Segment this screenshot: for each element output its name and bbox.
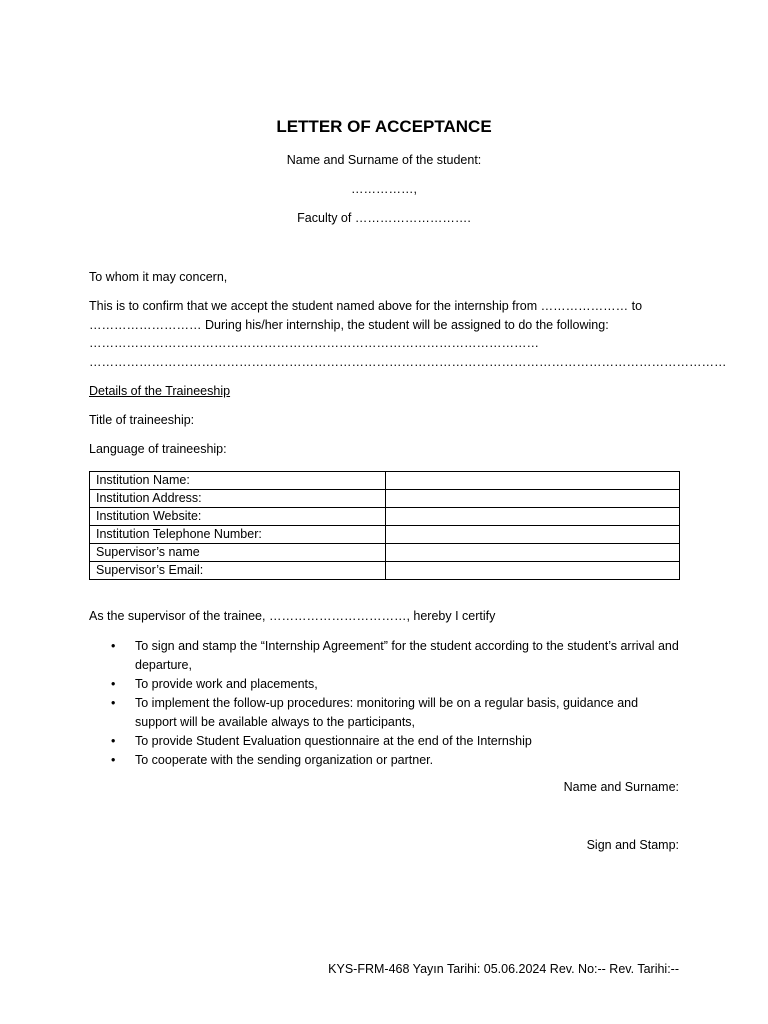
sign-stamp-label: Sign and Stamp: <box>586 838 679 852</box>
institution-website-label: Institution Website: <box>90 508 386 526</box>
obligations-list <box>89 637 680 770</box>
institution-address-value[interactable] <box>386 490 680 508</box>
institution-name-label: Institution Name: <box>90 472 386 490</box>
confirm-line-1: This is to confirm that we accept the student named above for the internship from ………………… to <box>89 299 643 313</box>
dots-line-1: ……………………………………………………………………………………………… <box>89 336 539 350</box>
name-surname-label: Name and Surname: <box>563 780 679 794</box>
institution-phone-value[interactable] <box>386 526 680 544</box>
supervisor-name-label: Supervisor’s name <box>90 544 386 562</box>
list-item: • To implement the follow-up procedures: monitoring will be on a regular basis, guidance and support will be available always to the participants, <box>89 694 680 732</box>
list-item: • To provide Student Evaluation questionnaire at the end of the Internship <box>89 732 680 751</box>
confirm-line-2: ……………………… During his/her internship, the student will be assigned to do the following: <box>89 318 609 332</box>
traineeship-title-label: Title of traineeship: <box>89 413 195 427</box>
institution-name-value[interactable] <box>386 472 680 490</box>
list-item: • To provide work and placements, <box>89 675 680 694</box>
table-row <box>90 508 680 526</box>
institution-address-label: Institution Address: <box>90 490 386 508</box>
table-row <box>90 562 680 580</box>
table-row <box>90 544 680 562</box>
supervisor-name-value[interactable] <box>386 544 680 562</box>
document-title: LETTER OF ACCEPTANCE <box>276 117 492 136</box>
list-item: • To sign and stamp the “Internship Agreement” for the student according to the student’s arrival and departure, <box>89 637 680 675</box>
certify-line: As the supervisor of the trainee, ……………………………, hereby I certify <box>89 609 496 623</box>
student-name-dots: ……………, <box>351 182 417 196</box>
greeting: To whom it may concern, <box>89 270 228 284</box>
student-name-label: Name and Surname of the student: <box>286 153 482 167</box>
institution-website-value[interactable] <box>386 508 680 526</box>
table-row <box>90 472 680 490</box>
footer-form-code: KYS-FRM-468 Yayın Tarihi: 05.06.2024 Rev. No:-- Rev. Tarihi:-- <box>328 962 679 976</box>
institution-table <box>89 471 680 580</box>
details-heading: Details of the Traineeship <box>89 384 231 398</box>
faculty-line: Faculty of ………………………. <box>297 211 471 225</box>
institution-phone-label: Institution Telephone Number: <box>90 526 386 544</box>
traineeship-language-label: Language of traineeship: <box>89 442 227 456</box>
supervisor-email-value[interactable] <box>386 562 680 580</box>
dots-line-2: ……………………………………………………………………………………………………………………………………… <box>89 355 727 369</box>
list-item: • To cooperate with the sending organization or partner. <box>89 751 680 770</box>
supervisor-email-label: Supervisor’s Email: <box>90 562 386 580</box>
table-row <box>90 490 680 508</box>
table-row <box>90 526 680 544</box>
